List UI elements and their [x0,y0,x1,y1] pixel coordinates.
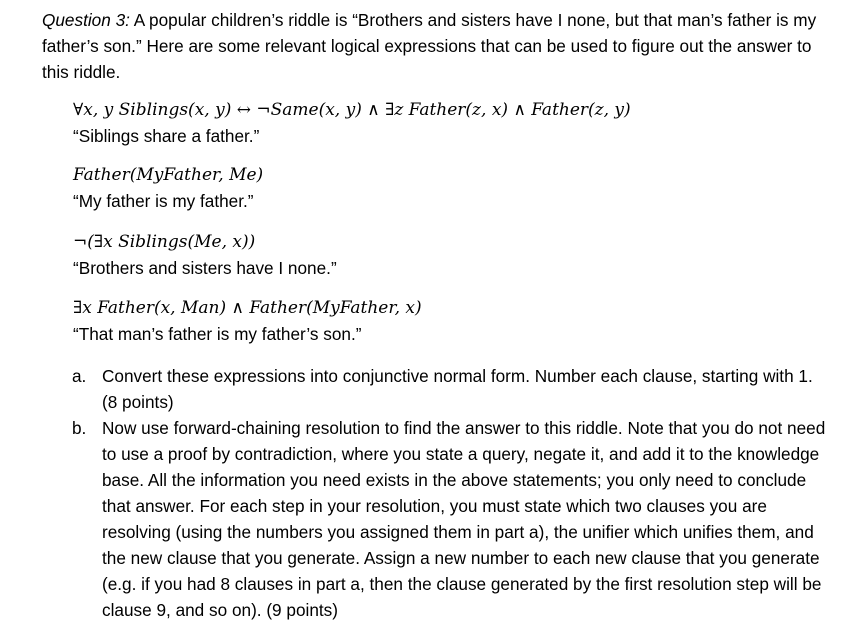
expression-formula: ∃x Father(x, Man) ∧ Father(MyFather, x) [73,298,422,318]
question-label: Question 3: [42,10,130,30]
expression-my-father [73,162,833,214]
part-marker: a. [72,366,87,386]
expression-gloss: “My father is my father.” [73,191,254,211]
expression-formula: ∀x, y Siblings(x, y) ↔ ¬Same(x, y) ∧ ∃z Father(z, x) ∧ Father(z, y) [73,100,631,120]
expression-formula: ¬(∃x Siblings(Me, x)) [73,232,256,252]
part-b [72,415,832,623]
expression-gloss: “Siblings share a father.” [73,126,260,146]
expression-gloss: “Brothers and sisters have I none.” [73,258,337,278]
part-text: Convert these expressions into conjunctive normal form. Number each clause, starting with 1. (8 points) [102,366,813,412]
question-intro [42,7,842,85]
expression-gloss: “That man’s father is my father’s son.” [73,324,362,344]
expression-siblings [73,97,833,149]
part-a [72,363,832,415]
expression-no-siblings [73,229,833,281]
question-parts-list [72,363,832,623]
question-intro-text: A popular children’s riddle is “Brothers and sisters have I none, but that man’s father is my father’s son.” Here are some relevant logical expressions that can be used to figure out the answer to this riddle. [42,10,817,82]
expression-formula: Father(MyFather, Me) [73,165,264,185]
part-marker: b. [72,418,87,438]
part-text: Now use forward-chaining resolution to find the answer to this riddle. Note that you do not need to use a proof by contradiction, where you state a query, negate it, and add it to the knowledge base. All the information you need exists in the above statements; you only need to conclude that answer. For each step in your resolution, you must state which two clauses you are resolving (using the numbers you assigned them in part a), the unifier which unifies them, and the new clause that you generate. Assign a new number to each new clause that you generate (e.g. if you had 8 clauses in part a, then the clause generated by the first resolution step will be clause 9, and so on). (9 points) [102,418,826,620]
expression-mans-father [73,295,833,347]
